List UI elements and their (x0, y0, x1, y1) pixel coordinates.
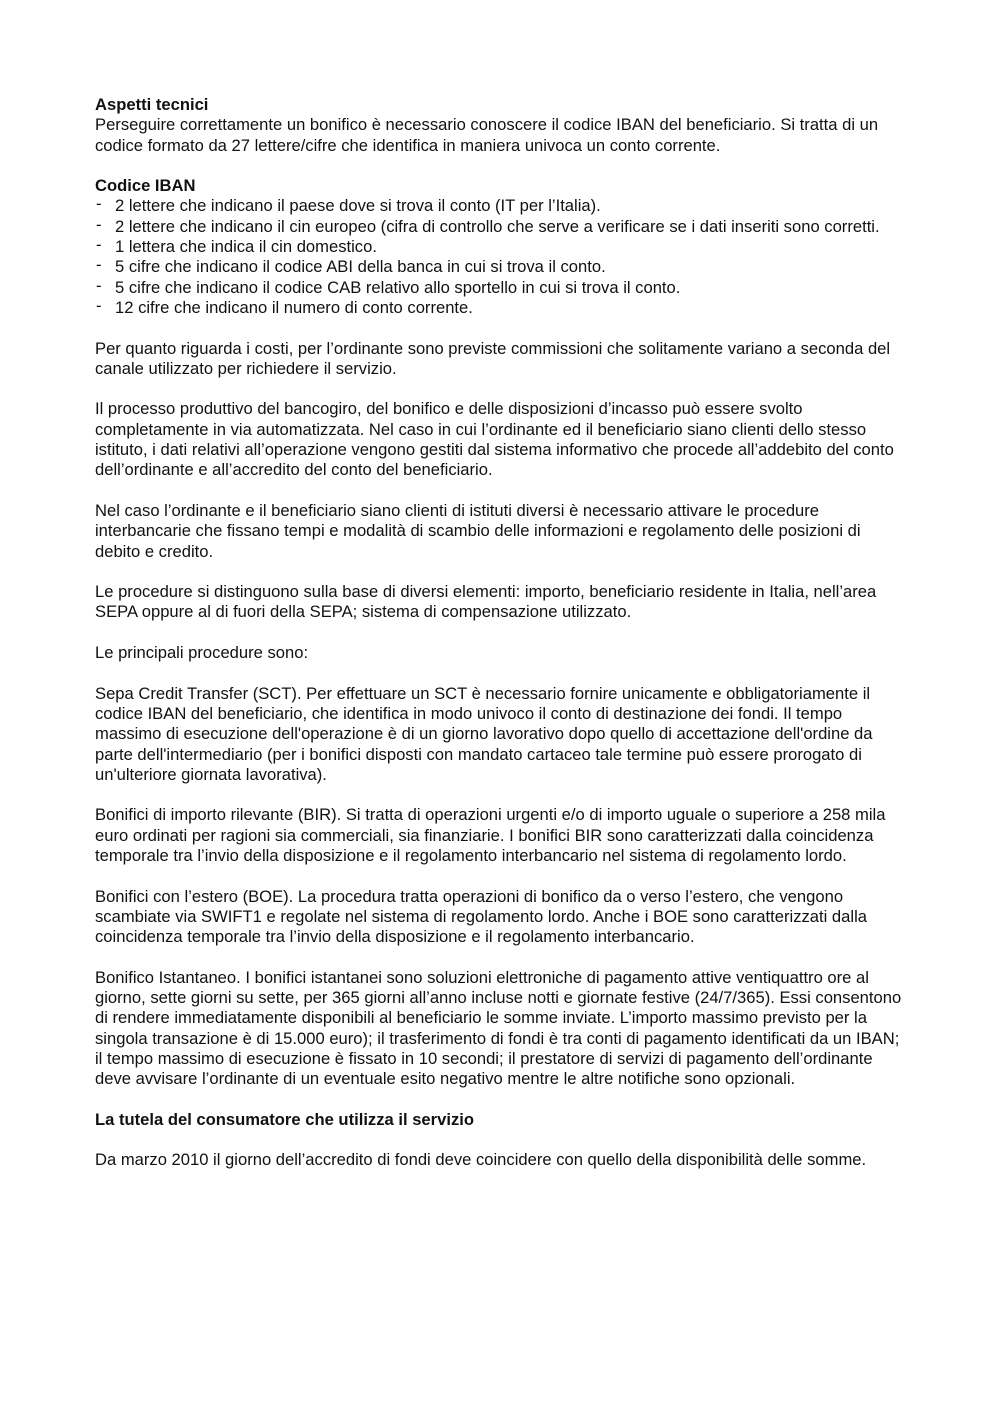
dash-bullet: - (96, 235, 102, 255)
paragraph-principali-procedure: Le principali procedure sono: (95, 643, 309, 663)
iban-list (95, 196, 910, 318)
dash-bullet: - (96, 295, 102, 315)
paragraph-bonifico-istantaneo: Bonifico Istantaneo. I bonifici istantanei sono soluzioni elettroniche di pagamento attive ventiquattro ore al giorno, sette giorni su sette, per 365 giorni all’anno incluse notti e giornate festive (24/7/365). Essi consentono di rendere immediatamente disponibili al beneficiario le somme inviate. L’importo massimo previsto per la singola transazione è di 15.000 euro); il trasferimento di fondi è tra conti di pagamento identificati da un IBAN; il tempo massimo di esecuzione è fissato in 10 secondi; il prestatore di servizi di pagamento dell’ordinante deve avvisare l’ordinante di un eventuale esito negativo mentre le altre notifiche sono opzionali. (95, 967, 902, 1089)
paragraph-bir: Bonifici di importo rilevante (BIR). Si tratta di operazioni urgenti e/o di importo uguale o superiore a 258 mila euro ordinati per ragioni sia commerciali, sia finanziarie. I bonifici BIR sono caratterizzati dalla coincidenza temporale tra l’invio della disposizione e il regolamento interbancario nel sistema di regolamento lordo. (95, 805, 886, 865)
paragraph-costi: Per quanto riguarda i costi, per l’ordinante sono previste commissioni che solitamente variano a seconda del canale utilizzato per richiedere il servizio. (95, 338, 891, 378)
dash-bullet: - (96, 214, 102, 234)
paragraph-istituti-diversi: Nel caso l’ordinante e il beneficiario siano clienti di istituti diversi è necessario attivare le procedure interbancarie che fissano tempi e modalità di scambio delle informazioni e regolamento delle posizioni di debito e credito. (95, 500, 861, 561)
list-item: - 2 lettere che indicano il paese dove si trova il conto (IT per l’Italia). (96, 194, 601, 216)
paragraph-boe: Bonifici con l’estero (BOE). La procedura tratta operazioni di bonifico da o verso l’estero, che vengono scambiate via SWIFT1 e regolate nel sistema di regolamento lordo. Anche i BOE sono caratterizzati dalla coincidenza temporale tra l’invio della disposizione e il regolamento interbancario. (95, 886, 867, 947)
section-title-tutela: La tutela del consumatore che utilizza il servizio (95, 1109, 474, 1129)
dash-bullet: - (96, 194, 102, 214)
list-item: - 1 lettera che indica il cin domestico. (96, 235, 377, 257)
list-item: - 5 cifre che indicano il codice ABI della banca in cui si trova il conto. (96, 255, 606, 277)
dash-bullet: - (96, 275, 102, 295)
paragraph-aspetti-tecnici: Perseguire correttamente un bonifico è necessario conoscere il codice IBAN del beneficiario. Si tratta di un codice formato da 27 lettere/cifre che identifica in maniera univoca un conto corrente. (95, 115, 879, 155)
list-item: - 2 lettere che indicano il cin europeo (cifra di controllo che serve a verificare se i dati inseriti sono corretti. (96, 214, 880, 236)
paragraph-tutela: Da marzo 2010 il giorno dell’accredito di fondi deve coincidere con quello della disponibilità delle somme. (95, 1150, 867, 1170)
paragraph-sct: Sepa Credit Transfer (SCT). Per effettuare un SCT è necessario fornire unicamente e obbligatoriamente il codice IBAN del beneficiario, che identifica in modo univoco il conto di destinazione dei fondi. Il tempo massimo di esecuzione dell'operazione è di un giorno lavorativo dopo quello di accettazione dell'ordine da parte dell'intermediario (per i bonifici disposti con mandato cartaceo tale termine può essere prorogato di un'ulteriore giornata lavorativa). (95, 683, 873, 784)
section-title-aspetti-tecnici: Aspetti tecnici (95, 95, 209, 114)
list-item: - 5 cifre che indicano il codice CAB relativo allo sportello in cui si trova il conto. (96, 275, 681, 297)
section-title-codice-iban: Codice IBAN (95, 176, 196, 196)
paragraph-processo-produttivo: Il processo produttivo del bancogiro, del bonifico e delle disposizioni d’incasso può essere svolto completamente in via automatizzata. Nel caso in cui l’ordinante ed il beneficiario siano clienti dello stesso istituto, i dati relativi all’operazione vengono gestiti dal sistema informativo che procede all’addebito del conto dell’ordinante e all’accredito del conto del beneficiario. (95, 399, 894, 480)
list-item: - 12 cifre che indicano il numero di conto corrente. (96, 295, 473, 317)
paragraph-procedure-distinzione: Le procedure si distinguono sulla base di diversi elementi: importo, beneficiario residente in Italia, nell’area SEPA oppure al di fuori della SEPA; sistema di compensazione utilizzato. (95, 582, 877, 622)
dash-bullet: - (96, 255, 102, 275)
document-page (95, 95, 910, 1191)
